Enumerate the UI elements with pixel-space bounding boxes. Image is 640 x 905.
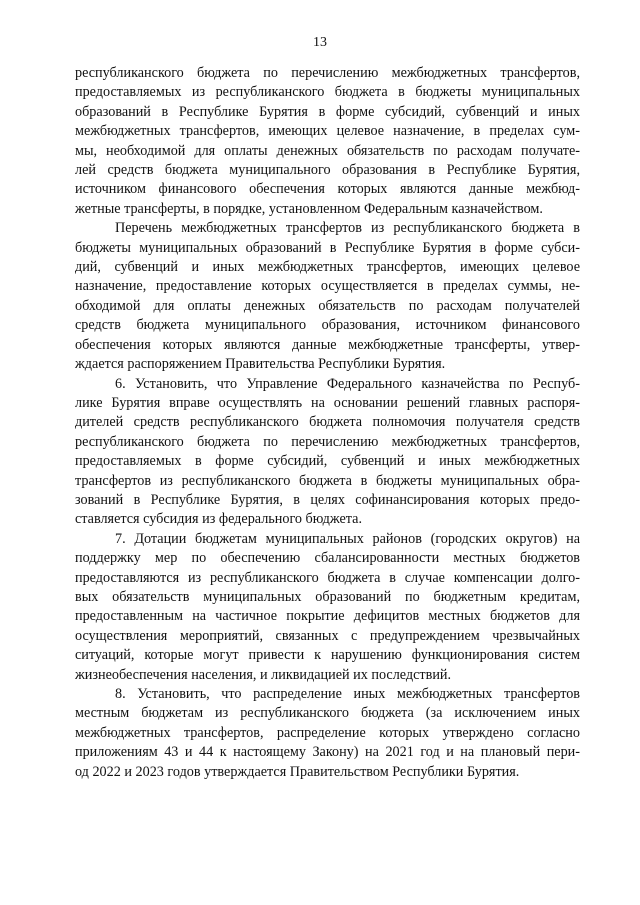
text-line: трансфертов из республиканского бюджета в бюджеты муниципальных обра- bbox=[75, 472, 580, 489]
text-line: источником финансового обеспечения которых являются данные межбюд- bbox=[75, 181, 580, 198]
text-line: 7. Дотации бюджетам муниципальных районов (городских округов) на bbox=[115, 530, 580, 547]
text-line: республиканского бюджета по перечислению межбюджетных трансфертов, bbox=[75, 65, 580, 81]
text-line: образований в Республике Бурятия в форме субсидий, субвенций и иных bbox=[75, 103, 580, 120]
text-line: предоставленным на частичное покрытие дефицитов местных бюджетов для bbox=[75, 608, 580, 625]
document-body bbox=[75, 64, 580, 782]
text-line: лике Бурятия вправе осуществлять на основании решений главных распоря- bbox=[75, 394, 580, 411]
text-line: местным бюджетам из республиканского бюджета (за исключением иных bbox=[75, 705, 580, 722]
page-number: 13 bbox=[313, 35, 327, 50]
text-line: осуществления мероприятий, связанных с предупреждением чрезвычайных bbox=[75, 627, 580, 644]
text-line: средств бюджета муниципального образования, источником финансового bbox=[75, 317, 580, 334]
text-line: Перечень межбюджетных трансфертов из республиканского бюджета в bbox=[115, 220, 580, 237]
text-line: бюджеты муниципальных образований в Республике Бурятия в форме субси- bbox=[75, 239, 580, 256]
text-line: од 2022 и 2023 годов утверждается Правительством Республики Бурятия. bbox=[75, 763, 520, 780]
text-line: дий, субвенций и иных межбюджетных трансфертов, имеющих целевое bbox=[75, 259, 580, 276]
text-line: предоставляемых в форме субсидий, субвенций и иных межбюджетных bbox=[75, 453, 580, 470]
text-line: республиканского бюджета по перечислению межбюджетных трансфертов, bbox=[75, 433, 580, 450]
text-line: назначение, предоставление которых осуществляется в пределах суммы, не- bbox=[75, 278, 580, 295]
paragraph bbox=[75, 375, 580, 530]
text-line: вых обязательств муниципальных образований по бюджетным кредитам, bbox=[75, 588, 580, 605]
text-line: ждается распоряжением Правительства Республики Бурятия. bbox=[75, 356, 446, 373]
text-line: предоставляются из республиканского бюджета в случае компенсации долго- bbox=[75, 569, 580, 586]
text-line: межбюджетных трансфертов, имеющих целевое назначение, в пределах сум- bbox=[75, 123, 580, 140]
text-line: 8. Установить, что распределение иных межбюджетных трансфертов bbox=[115, 686, 580, 702]
text-line: ситуаций, которые могут привести к нарушению функционирования систем bbox=[75, 647, 580, 664]
paragraph bbox=[75, 685, 580, 782]
text-line: ставляется субсидия из федерального бюджета. bbox=[75, 511, 362, 528]
text-line: приложениям 43 и 44 к настоящему Закону) на 2021 год и на плановый пери- bbox=[75, 744, 580, 761]
text-line: жизнеобеспечения населения, и ликвидацией их последствий. bbox=[75, 666, 452, 683]
text-line: мы, необходимой для оплаты денежных обязательств по расходам получате- bbox=[75, 142, 580, 159]
paragraph bbox=[75, 530, 580, 685]
text-line: поддержку мер по обеспечению сбалансированности местных бюджетов bbox=[75, 550, 580, 567]
text-line: жетные трансферты, в порядке, установленном Федеральным казначейством. bbox=[75, 200, 543, 217]
text-line: дителей средств республиканского бюджета полномочия получателя средств bbox=[75, 414, 580, 431]
text-line: обходимой для оплаты денежных обязательств по расходам получателей bbox=[75, 297, 580, 314]
text-line: лей средств бюджета муниципального образования в Республике Бурятия, bbox=[75, 162, 580, 179]
text-line: межбюджетных трансфертов, распределение которых утверждено согласно bbox=[75, 724, 580, 741]
text-line: обеспечения которых являются данные межбюджетные трансферты, утвер- bbox=[75, 336, 580, 353]
text-line: зований в Республике Бурятия, в целях софинансирования которых предо- bbox=[75, 491, 580, 508]
text-line: предоставляемых из республиканского бюджета в бюджеты муниципальных bbox=[75, 84, 580, 101]
paragraph bbox=[75, 64, 580, 219]
text-line: 6. Установить, что Управление Федерального казначейства по Респуб- bbox=[115, 375, 580, 392]
paragraph bbox=[75, 219, 580, 374]
